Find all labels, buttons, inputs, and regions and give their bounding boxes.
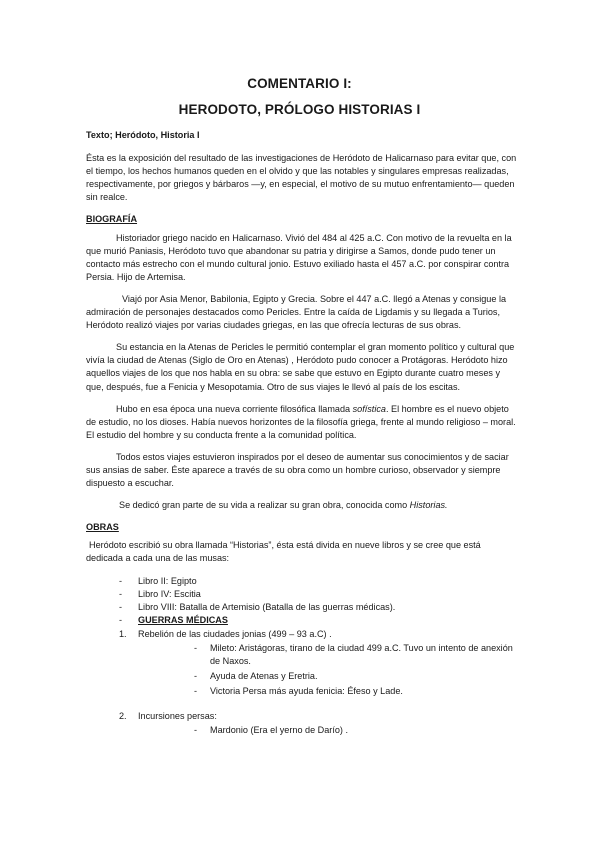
- list-item: [138, 724, 520, 737]
- sofistica-term: sofística: [352, 403, 386, 414]
- biografia-paragraph-3: Su estancia en la Atenas de Pericles le permitió contemplar el gran momento político y cultural que vivía la ciudad de Atenas (Siglo de Oro en Atenas) , Heródoto pudo conocer a Protágoras. Heródoto hizo aquellos viajes de los que nos habla en su obra: se sabe que estuvo en Egipto durante cuatro meses y que, después, fue a Fenicia y Mesopotamia. Otro de sus viajes le llevó al país de los escitas.: [86, 342, 515, 392]
- sub-item-label: Victoria Persa más ayuda fenicia: Éfeso y Lade.: [210, 686, 403, 697]
- sub-item-label: Mardonio (Era el yerno de Darío) .: [210, 725, 348, 736]
- biografia-paragraph-5: Todos estos viajes estuvieron inspirados por el deseo de aumentar sus conocimientos y de saciar sus ansias de saber. Éste aparece a través de su obra como un hombre curioso, observador y siempre dispuesto a escuchar.: [86, 451, 509, 489]
- document-subtitle: HERODOTO, PRÓLOGO HISTORIAS I: [178, 102, 421, 117]
- biografia-paragraph-6-part-a: Se dedicó gran parte de su vida a realizar su gran obra, conocida como: [119, 500, 410, 511]
- book-item-label: Libro IV: Escitia: [138, 588, 201, 599]
- historias-title: Historias.: [409, 500, 448, 511]
- document-title: COMENTARIO I:: [247, 76, 352, 91]
- sub-item-label: Ayuda de Atenas y Eretria.: [210, 671, 318, 681]
- list-item: [86, 575, 520, 588]
- book-item-label: Libro II: Egipto: [138, 575, 197, 586]
- dash-marker: -: [119, 615, 123, 626]
- sub-item-label: Mileto: Aristágoras, tirano de la ciudad 499 a.C. Tuvo un intento de anexión de Naxos.: [210, 642, 513, 666]
- dash-marker: -: [194, 642, 198, 653]
- list-item: [86, 628, 520, 698]
- biografia-paragraph-4-part-a: Hubo en esa época una nueva corriente filosófica llamada: [116, 403, 353, 414]
- item-number: 1.: [119, 628, 127, 639]
- dash-marker: -: [119, 602, 123, 613]
- book-item-label: Libro VIII: Batalla de Artemisio (Batalla de las guerras médicas).: [138, 602, 396, 613]
- obras-intro: Heródoto escribió su obra llamada “Historias”, ésta está divida en nueve libros y se cree que está dedicada a cada una de las musas:: [86, 540, 481, 564]
- guerras-item-label: Rebelión de las ciudades jonias (499 – 93 a.C) .: [138, 628, 332, 639]
- section-heading-biografia: BIOGRAFÍA: [86, 214, 138, 225]
- list-item: [86, 614, 520, 627]
- books-list: [86, 575, 520, 628]
- biografia-paragraph-6: [86, 499, 520, 512]
- dash-marker: -: [194, 686, 198, 697]
- section-heading-obras: OBRAS: [86, 522, 119, 533]
- biografia-paragraph-4: [86, 403, 520, 442]
- dash-marker: -: [119, 588, 123, 599]
- guerras-medicas-heading: GUERRAS MÉDICAS: [138, 615, 228, 626]
- text-source-label: Texto; Heródoto, Historia I: [86, 130, 200, 140]
- biografia-paragraph-4-part-b: . El hombre es el nuevo objeto de estudio, no los dioses. Había nuevos horizontes de la filosofía griega, frente al mundo religioso – moral. El estudio del hombre y su conducta frente a la comunidad política.: [86, 403, 516, 440]
- list-item: [138, 670, 520, 683]
- dash-marker: -: [194, 671, 198, 681]
- biografia-paragraph-1: Historiador griego nacido en Halicarnaso. Vivió del 484 al 425 a.C. Con motivo de la revuelta en la que murió Paniasis, Heródoto tuvo que abandonar su patria y dirigirse a Samos, donde pudo tener un contacto más estrecho con el mundo cultural jonio. Estuvo exiliado hasta el 457 a.C. por conspirar contra Persia. Hijo de Artemisa.: [86, 232, 512, 282]
- item-number: 2.: [119, 711, 127, 722]
- list-item: [86, 601, 520, 614]
- list-item: [86, 588, 520, 601]
- list-item: [138, 685, 520, 698]
- document-body: [86, 129, 520, 739]
- dash-marker: -: [119, 575, 123, 586]
- list-spacer: [86, 700, 520, 710]
- list-item: [138, 642, 520, 668]
- guerras-list: [86, 628, 520, 738]
- dash-marker: -: [194, 725, 198, 736]
- intro-paragraph: Ésta es la exposición del resultado de las investigaciones de Heródoto de Halicarnaso para evitar que, con el tiempo, los hechos humanos queden en el olvido y que las notables y singulares empresas realizadas, respectivamente, por griegos y bárbaros —y, en especial, el motivo de su mutuo enfrentamiento— queden sin realce.: [86, 153, 517, 203]
- sub-list: [138, 642, 520, 698]
- guerras-item-label: Incursiones persas:: [138, 711, 217, 722]
- sub-list: [138, 724, 520, 737]
- biografia-paragraph-2: Viajó por Asia Menor, Babilonia, Egipto y Grecia. Sobre el 447 a.C. llegó a Atenas y consigue la admiración de personajes destacados como Pericles. Entre la caída de Ligdamis y su llegada a Turios, Heródoto realizó viajes por varias ciudades griegas, en las que ofrecía lecturas de sus obras.: [86, 293, 507, 331]
- list-item: [86, 710, 520, 737]
